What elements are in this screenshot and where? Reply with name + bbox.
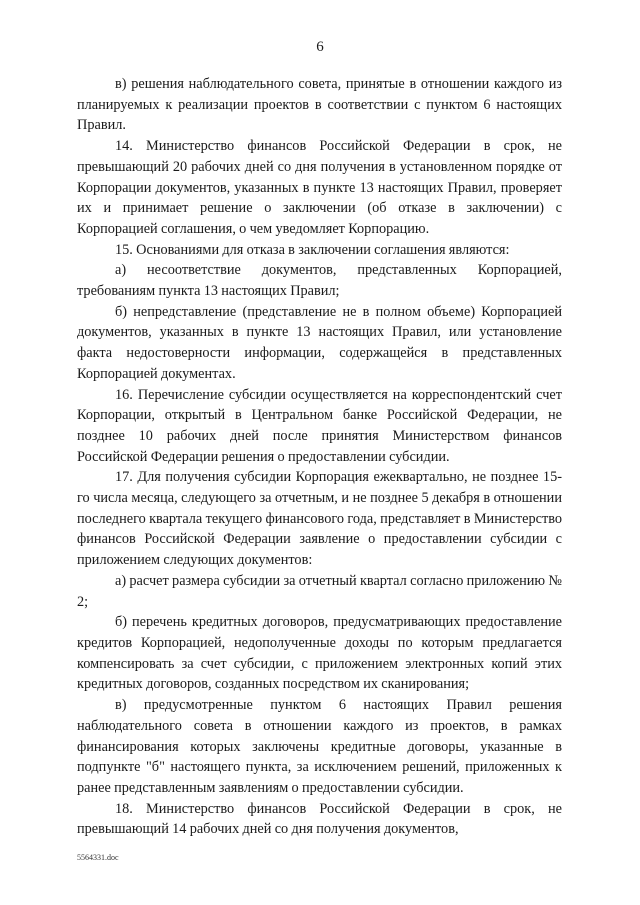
document-body: [77, 74, 562, 840]
paragraph-15a: а) несоответствие документов, представленных Корпорацией, требованиям пункта 13 настоящих Правил;: [77, 262, 562, 300]
page-number: 6: [316, 39, 324, 55]
paragraph-17b: б) перечень кредитных договоров, предусматривающих предоставление кредитов Корпорацией, недополученные доходы по которым предлагается компенсировать за счет субсидии, с приложением электронных копий этих кредитных договоров, созданных посредством их сканирования;: [77, 614, 562, 693]
paragraph-17a: а) расчет размера субсидии за отчетный квартал согласно приложению № 2;: [77, 572, 562, 610]
paragraph-15: 15. Основаниями для отказа в заключении соглашения являются:: [115, 241, 510, 258]
paragraph-14: 14. Министерство финансов Российской Федерации в срок, не превышающий 20 рабочих дней со дня получения в установленном порядке от Корпорации документов, указанных в пункте 13 настоящих Правил, проверяет их и принимает решение о заключении (об отказе в заключении) с Корпорацией соглашения, о чем уведомляет Корпорацию.: [77, 138, 562, 237]
paragraph-15b: б) непредставление (представление не в полном объеме) Корпорацией документов, указанных в пункте 13 настоящих Правил, или установление факта недостоверности информации, содержащейся в представленных Корпорацией документах.: [77, 303, 562, 382]
document-file-name: 5564331.doc: [77, 853, 119, 862]
paragraph-17v: в) предусмотренные пунктом 6 настоящих Правил решения наблюдательного совета в отношении каждого из проектов, в рамках финансирования которых заключены кредитные договоры, указанные в подпункте "б" настоящего пункта, за исключением решений, приложенных к ранее представленным заявлениям о предоставлении субсидии.: [77, 697, 562, 796]
paragraph-18: 18. Министерство финансов Российской Федерации в срок, не превышающий 14 рабочих дней со дня получения документов,: [77, 800, 562, 838]
paragraph-17: 17. Для получения субсидии Корпорация ежеквартально, не позднее 15-го числа месяца, следующего за отчетным, и не позднее 5 декабря в отношении последнего квартала текущего финансового года, представляет в Министерство финансов Российской Федерации заявление о предоставлении субсидии с приложением следующих документов:: [77, 469, 562, 569]
paragraph-13v: в) решения наблюдательного совета, принятые в отношении каждого из планируемых к реализации проектов в соответствии с пунктом 6 настоящих Правил.: [77, 76, 562, 134]
paragraph-16: 16. Перечисление субсидии осуществляется на корреспондентский счет Корпорации, открытый в Центральном банке Российской Федерации, не позднее 10 рабочих дней после принятия Министерством финансов Российской Федерации решения о предоставлении субсидии.: [77, 386, 562, 465]
